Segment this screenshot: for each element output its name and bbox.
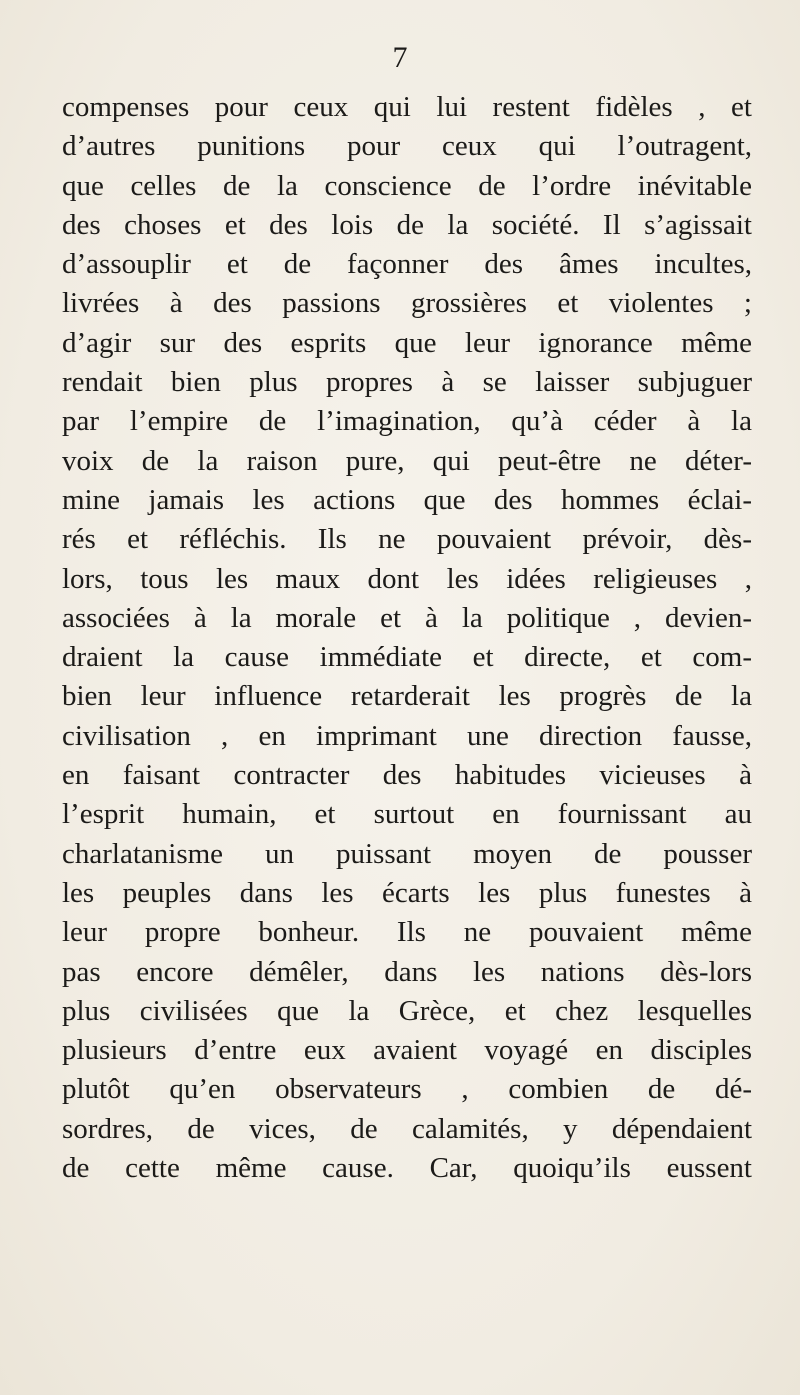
text-line-1: compenses pour ceux qui lui restent fidèles , et <box>62 91 752 123</box>
text-line-3: que celles de la conscience de l’ordre inévitable <box>62 169 752 202</box>
text-line-11: mine jamais les actions que des hommes éclai- <box>62 483 752 516</box>
text-line-14: associées à la morale et à la politique , devien- <box>62 601 752 634</box>
text-line-9: par l’empire de l’imagination, qu’à céder à la <box>62 405 752 438</box>
text-line-18: en faisant contracter des habitudes vicieuses à <box>62 759 752 792</box>
text-line-5: d’assouplir et de façonner des âmes incultes, <box>62 248 752 281</box>
body-text <box>62 88 752 1188</box>
text-line-8: rendait bien plus propres à se laisser subjuguer <box>62 366 752 399</box>
text-line-4: des choses et des lois de la société. Il s’agissait <box>62 208 752 241</box>
text-line-24: plus civilisées que la Grèce, et chez lesquelles <box>62 994 752 1027</box>
text-line-13: lors, tous les maux dont les idées religieuses , <box>62 562 752 595</box>
text-line-15: draient la cause immédiate et directe, et com- <box>62 641 752 674</box>
text-line-28: de cette même cause. Car, quoiqu’ils eussent <box>62 1152 752 1185</box>
page-number: 7 <box>392 41 408 74</box>
text-line-6: livrées à des passions grossières et violentes ; <box>62 287 752 320</box>
text-line-25: plusieurs d’entre eux avaient voyagé en disciples <box>62 1034 752 1067</box>
text-line-2: d’autres punitions pour ceux qui l’outragent, <box>62 130 752 163</box>
text-line-23: pas encore démêler, dans les nations dès-lors <box>62 955 752 988</box>
text-line-27: sordres, de vices, de calamités, y dépendaient <box>62 1112 752 1145</box>
text-line-7: d’agir sur des esprits que leur ignorance même <box>62 326 752 359</box>
text-line-12: rés et réfléchis. Ils ne pouvaient prévoir, dès- <box>62 523 752 556</box>
text-line-19: l’esprit humain, et surtout en fournissant au <box>62 798 752 831</box>
text-line-16: bien leur influence retarderait les progrès de la <box>62 680 752 713</box>
text-line-21: les peuples dans les écarts les plus funestes à <box>62 876 752 909</box>
text-line-17: civilisation , en imprimant une direction fausse, <box>62 719 752 752</box>
text-line-26: plutôt qu’en observateurs , combien de dé- <box>62 1073 752 1106</box>
text-line-20: charlatanisme un puissant moyen de pousser <box>62 837 752 870</box>
text-line-10: voix de la raison pure, qui peut-être ne déter- <box>62 444 752 477</box>
text-line-22: leur propre bonheur. Ils ne pouvaient même <box>62 916 752 949</box>
